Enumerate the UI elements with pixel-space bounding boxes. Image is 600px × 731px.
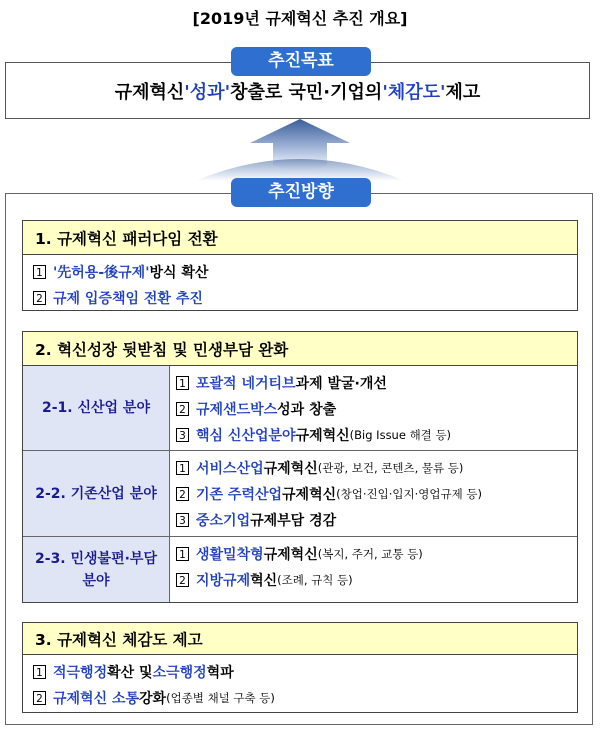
item-highlight: 지방규제: [196, 573, 251, 589]
item-highlight: 규제 입증책임 전환 추진: [53, 291, 203, 307]
page-title: [2019년 규제혁신 추진 개요]: [192, 9, 408, 28]
item-note: (업종별 채널 구축 등): [166, 691, 275, 705]
item-text-2: 혁파: [206, 665, 234, 681]
item-number: 2: [33, 291, 46, 305]
item-number: 2: [176, 487, 189, 501]
item-number: 2: [33, 691, 46, 705]
goal-text-1: 규제혁신: [114, 81, 185, 103]
group-row-2-1: [23, 366, 577, 450]
item-highlight: 서비스산업: [196, 461, 264, 477]
item-text: 규제부담 경감: [250, 513, 337, 529]
goal-text-2: 창출로 국민·기업의: [230, 81, 383, 103]
list-item: [176, 455, 577, 481]
item-note: (관광, 보건, 콘텐츠, 물류 등): [317, 461, 464, 475]
item-note: (조례, 규칙 등): [277, 573, 353, 587]
item-note: (창업·진입·입지·영업규제 등): [336, 487, 482, 501]
group-row-2-2: [23, 450, 577, 536]
item-number: 3: [176, 513, 189, 527]
category-label: 2-2. 기존산업 분야: [23, 451, 170, 536]
item-number: 1: [176, 461, 189, 475]
item-text: 규제혁신: [295, 428, 350, 444]
list-item: [176, 541, 577, 567]
goal-highlight-perception: '체감도': [382, 81, 446, 103]
item-text: 확산 및: [107, 665, 153, 681]
section-3-list: [22, 655, 578, 713]
section-1-heading: 1. 규제혁신 패러다임 전환: [22, 220, 578, 255]
item-text: 강화: [139, 691, 167, 707]
item-highlight: 포괄적 네거티브: [196, 376, 296, 392]
item-text: 과제 발굴·개선: [295, 376, 387, 392]
list-item: [176, 567, 577, 593]
item-number: 1: [176, 547, 189, 561]
item-number: 1: [33, 665, 46, 679]
item-text: 혁신: [250, 573, 278, 589]
item-text: 규제혁신: [282, 487, 337, 503]
category-label: [23, 537, 170, 602]
item-highlight: '先허용-後규제': [53, 265, 150, 281]
item-highlight: 규제혁신 소통: [53, 691, 140, 707]
item-number: 2: [176, 402, 189, 416]
item-highlight: 핵심 신산업분야: [196, 428, 296, 444]
category-label-line1: 2-3. 민생불편·부담: [35, 550, 157, 567]
list-item: [176, 507, 577, 533]
item-highlight: 기존 주력산업: [196, 487, 283, 503]
section-1-list: [22, 255, 578, 311]
group-row-2-3: [23, 536, 577, 602]
category-label: 2-1. 신산업 분야: [23, 366, 170, 450]
item-highlight: 적극행정: [53, 665, 108, 681]
item-number: 3: [176, 428, 189, 442]
list-item: [176, 481, 577, 507]
section-3-heading: 3. 규제혁신 체감도 제고: [22, 622, 578, 655]
list-item: [176, 370, 577, 396]
direction-label: 추진방향: [231, 178, 371, 207]
goal-text-3: 제고: [445, 81, 481, 103]
item-text: 규제혁신: [263, 461, 318, 477]
list-item: [176, 422, 577, 448]
item-note: (복지, 주거, 교통 등): [317, 547, 423, 561]
item-number: 1: [33, 265, 46, 279]
item-note: (Big Issue 해결 등): [349, 428, 452, 442]
item-number: 1: [176, 376, 189, 390]
list-item: [33, 685, 577, 711]
group-items: [170, 451, 577, 536]
list-item: [33, 259, 577, 285]
item-highlight: 중소기업: [196, 513, 251, 529]
section-2-grid: [22, 366, 578, 603]
group-items: [170, 537, 577, 602]
item-text: 방식 확산: [149, 265, 209, 281]
item-highlight: 규제샌드박스: [196, 402, 278, 418]
group-items: [170, 366, 577, 450]
list-item: [176, 396, 577, 422]
item-highlight: 생활밀착형: [196, 547, 264, 563]
goal-highlight-performance: '성과': [184, 81, 231, 103]
up-arrow-icon: [195, 117, 405, 181]
item-text: 규제혁신: [263, 547, 318, 563]
goal-label: 추진목표: [231, 47, 371, 76]
item-number: 2: [176, 573, 189, 587]
list-item: [33, 285, 577, 311]
item-text: 성과 창출: [277, 402, 337, 418]
section-2-heading: 2. 혁신성장 뒷받침 및 민생부담 완화: [22, 331, 578, 366]
list-item: [33, 659, 577, 685]
item-highlight-2: 소극행정: [152, 665, 207, 681]
category-label-line2: 분야: [82, 572, 110, 589]
